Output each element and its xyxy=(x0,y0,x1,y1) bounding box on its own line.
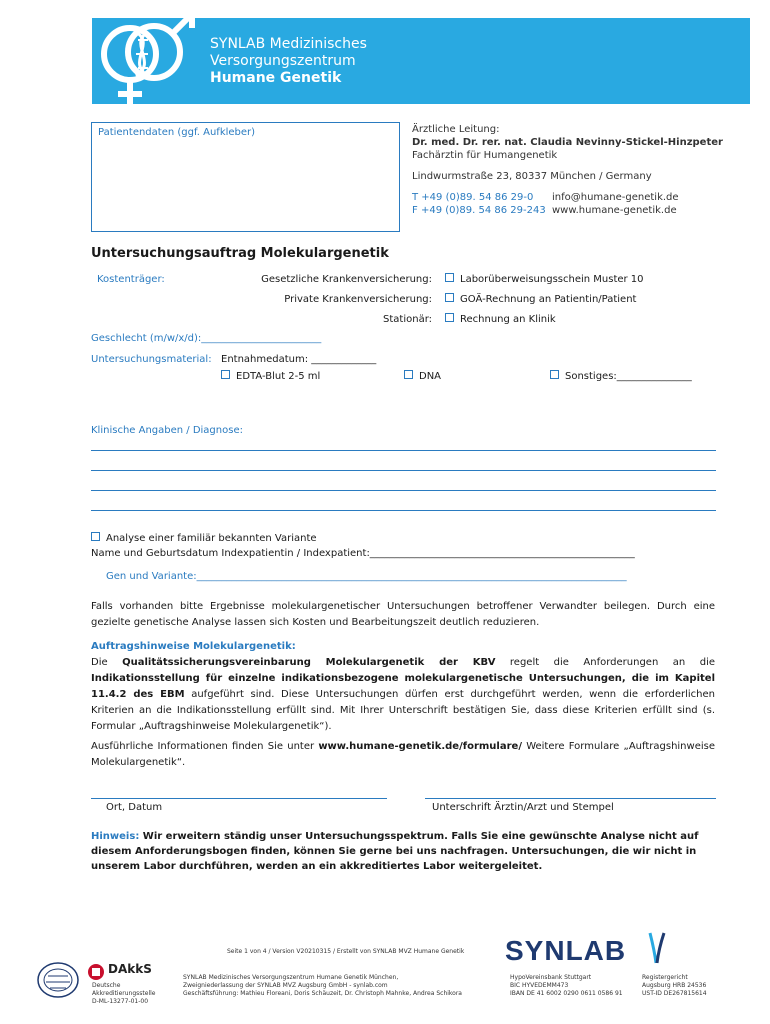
checkbox[interactable] xyxy=(445,313,454,322)
forms-link[interactable]: www.humane-genetik.de/formulare/ xyxy=(318,741,522,752)
cost-row2-label: Private Krankenversicherung: xyxy=(284,294,432,305)
cost-row3-option-label: Rechnung an Klinik xyxy=(460,314,556,325)
website[interactable]: www.humane-genetik.de xyxy=(552,205,677,216)
footer-bank xyxy=(510,974,640,998)
notes-p1-d: Indikationsstellung für einzelne indikationsbezogene molekulargenetische Untersuchungen, die im Kapitel 11.4.2 des EBM xyxy=(91,673,715,700)
footer-company xyxy=(183,974,493,998)
cost-row2-option[interactable] xyxy=(445,293,636,306)
leadership-block xyxy=(412,123,762,217)
cost-row1-label: Gesetzliche Krankenversicherung: xyxy=(261,274,432,285)
material-opt-edta[interactable] xyxy=(221,370,320,383)
clinical-line-4[interactable] xyxy=(91,510,716,511)
leadership-address: Lindwurmstraße 23, 80337 München / Germany xyxy=(412,171,652,182)
sampling-date-field[interactable]: Entnahmedatum: _____________ xyxy=(221,354,377,365)
footer-col3-l1: Registergericht xyxy=(642,974,688,981)
footer-col1-l2: Zweigniederlassung der SYNLAB MVZ Augsburg GmbH - synlab.com xyxy=(183,982,388,989)
material-opt-other-label: Sonstiges:_______________ xyxy=(565,371,692,382)
leadership-label: Ärztliche Leitung: xyxy=(412,124,500,135)
material-opt-dna[interactable] xyxy=(404,370,441,383)
notes-p1-c: regelt die Anforderungen an die xyxy=(495,657,715,668)
dakks-mark-icon xyxy=(86,962,106,982)
signature-label: Unterschrift Ärztin/Arzt und Stempel xyxy=(432,802,614,813)
footer-col3-l3: UST-ID DE267815614 xyxy=(642,990,707,997)
clinical-line-3[interactable] xyxy=(91,490,716,491)
variant-checkbox-row[interactable] xyxy=(91,532,317,545)
org-line2: Versorgungszentrum xyxy=(210,53,356,69)
org-name xyxy=(210,36,367,87)
variant-checkbox-label: Analyse einer familiär bekannten Variante xyxy=(106,533,317,544)
page-title: Untersuchungsauftrag Molekulargenetik xyxy=(91,246,389,261)
accreditation-seal-icon xyxy=(36,960,80,1000)
index-patient-field[interactable]: Name und Geburtsdatum Indexpatientin / Indexpatient:_____________________________________________________ xyxy=(91,548,635,559)
clinical-line-1[interactable] xyxy=(91,450,716,451)
cost-row3-label: Stationär: xyxy=(383,314,432,325)
dakks-sub3: D-ML-13277-01-00 xyxy=(92,998,149,1005)
gender-dna-logo-icon xyxy=(96,4,206,108)
order-notes-p1 xyxy=(91,655,715,735)
signature-line-right[interactable] xyxy=(425,798,716,799)
phone-number: +49 (0)89. 54 86 29-0 xyxy=(421,192,534,203)
cost-row2-option-label: GOÄ-Rechnung an Patientin/Patient xyxy=(460,294,637,305)
leadership-name: Dr. med. Dr. rer. nat. Claudia Nevinny-Stickel-Hinzpeter xyxy=(412,137,723,148)
sex-field[interactable]: Geschlecht (m/w/x/d):________________________ xyxy=(91,333,322,344)
checkbox[interactable] xyxy=(404,370,413,379)
patient-data-box[interactable] xyxy=(91,122,400,232)
material-opt-edta-label: EDTA-Blut 2-5 ml xyxy=(236,371,321,382)
synlab-brand xyxy=(505,935,626,969)
synlab-wordmark: SYNLAB xyxy=(505,935,627,966)
place-date-label: Ort, Datum xyxy=(106,802,163,813)
notes-p1-a: Die xyxy=(91,657,123,668)
cost-row1-option[interactable] xyxy=(445,273,644,286)
relatives-text: Falls vorhanden bitte Ergebnisse molekulargenetischer Untersuchungen betroffener Verwandter beilegen. Durch eine gezielte genetische Analyse lassen sich Kosten und Bearbeitungszeit deutlich reduzieren. xyxy=(91,601,715,628)
cost-row1-option-label: Laborüberweisungsschein Muster 10 xyxy=(460,274,644,285)
notes-p2-c: Weitere Formulare „Auftragshinweise Molekulargenetik“. xyxy=(91,741,715,768)
org-line3: Humane Genetik xyxy=(210,70,342,86)
fax-number: +49 (0)89. 54 86 29-243 xyxy=(420,205,546,216)
cost-row3-option[interactable] xyxy=(445,313,556,326)
order-notes-p2 xyxy=(91,739,715,771)
clinical-line-2[interactable] xyxy=(91,470,716,471)
email[interactable]: info@humane-genetik.de xyxy=(552,192,679,203)
fax-prefix: F xyxy=(412,205,418,216)
notes-p1-e: aufgeführt sind. Diese Untersuchungen dürfen erst durchgeführt werden, wenn die erforderlichen Kriterien an die Indikationsstellung erfüllt sind. Mit Ihrer Unterschrift bestätigen Sie, dass diese Kriterien erfüllt sind (s. Formular „Auftragshinweise Molekulargenetik“). xyxy=(91,689,715,732)
hint-text: Wir erweitern ständig unser Untersuchungsspektrum. Falls Sie eine gewünschte Analyse nicht auf diesem Anforderungsbogen finden, können Sie gerne bei uns nachfragen. Untersuchungen, die wir nicht in unserem Labor durchführen, werden an ein akkreditiertes Labor weitergeleitet. xyxy=(91,831,699,872)
footer-col2-l1: HypoVereinsbank Stuttgart xyxy=(510,974,592,981)
order-notes-heading: Auftragshinweise Molekulargenetik: xyxy=(91,641,296,652)
order-notes xyxy=(91,639,715,771)
dakks-sub1: Deutsche xyxy=(92,982,121,989)
clinical-label: Klinische Angaben / Diagnose: xyxy=(91,425,243,436)
patient-box-label: Patientendaten (ggf. Aufkleber) xyxy=(98,127,256,138)
checkbox[interactable] xyxy=(550,370,559,379)
notes-p2-a: Ausführliche Informationen finden Sie unter xyxy=(91,741,319,752)
footer-col2-l2: BIC HYVEDEMM473 xyxy=(510,982,569,989)
checkbox[interactable] xyxy=(221,370,230,379)
checkbox[interactable] xyxy=(445,293,454,302)
notes-p1-b: Qualitätssicherungsvereinbarung Molekulargenetik der KBV xyxy=(122,657,496,668)
signature-line-left[interactable] xyxy=(91,798,387,799)
material-opt-dna-label: DNA xyxy=(419,371,442,382)
page-info: Seite 1 von 4 / Version V20210315 / Erstellt von SYNLAB MVZ Humane Genetik xyxy=(227,948,465,955)
material-opt-other[interactable] xyxy=(550,370,692,383)
footer-col1-l1: SYNLAB Medizinisches Versorgungszentrum Humane Genetik München, xyxy=(183,974,399,981)
dakks-label: DAkkS xyxy=(108,962,152,976)
footer-col3-l2: Augsburg HRB 24536 xyxy=(642,982,707,989)
footer-col1-l3: Geschäftsführung: Mathieu Floreani, Doris Schäuzeit, Dr. Christoph Mahnke, Andrea Schikora xyxy=(183,990,462,997)
dakks-sub2: Akkreditierungsstelle xyxy=(92,990,156,997)
synlab-swoosh-icon xyxy=(647,931,667,965)
footer-register xyxy=(642,974,742,998)
phone-prefix: T xyxy=(412,192,419,203)
leadership-role: Fachärztin für Humangenetik xyxy=(412,150,558,161)
cost-label: Kostenträger: xyxy=(97,274,165,285)
material-label: Untersuchungsmaterial: xyxy=(91,354,212,365)
org-line1: SYNLAB Medizinisches xyxy=(210,36,367,52)
gene-variant-field[interactable]: Gen und Variante:______________________________________________________________________________________ xyxy=(106,571,627,582)
footer-col2-l3: IBAN DE 41 6002 0290 0611 0586 91 xyxy=(510,990,623,997)
checkbox[interactable] xyxy=(445,273,454,282)
checkbox[interactable] xyxy=(91,532,100,541)
hint-label: Hinweis: xyxy=(91,831,140,842)
hint-paragraph xyxy=(91,829,715,874)
